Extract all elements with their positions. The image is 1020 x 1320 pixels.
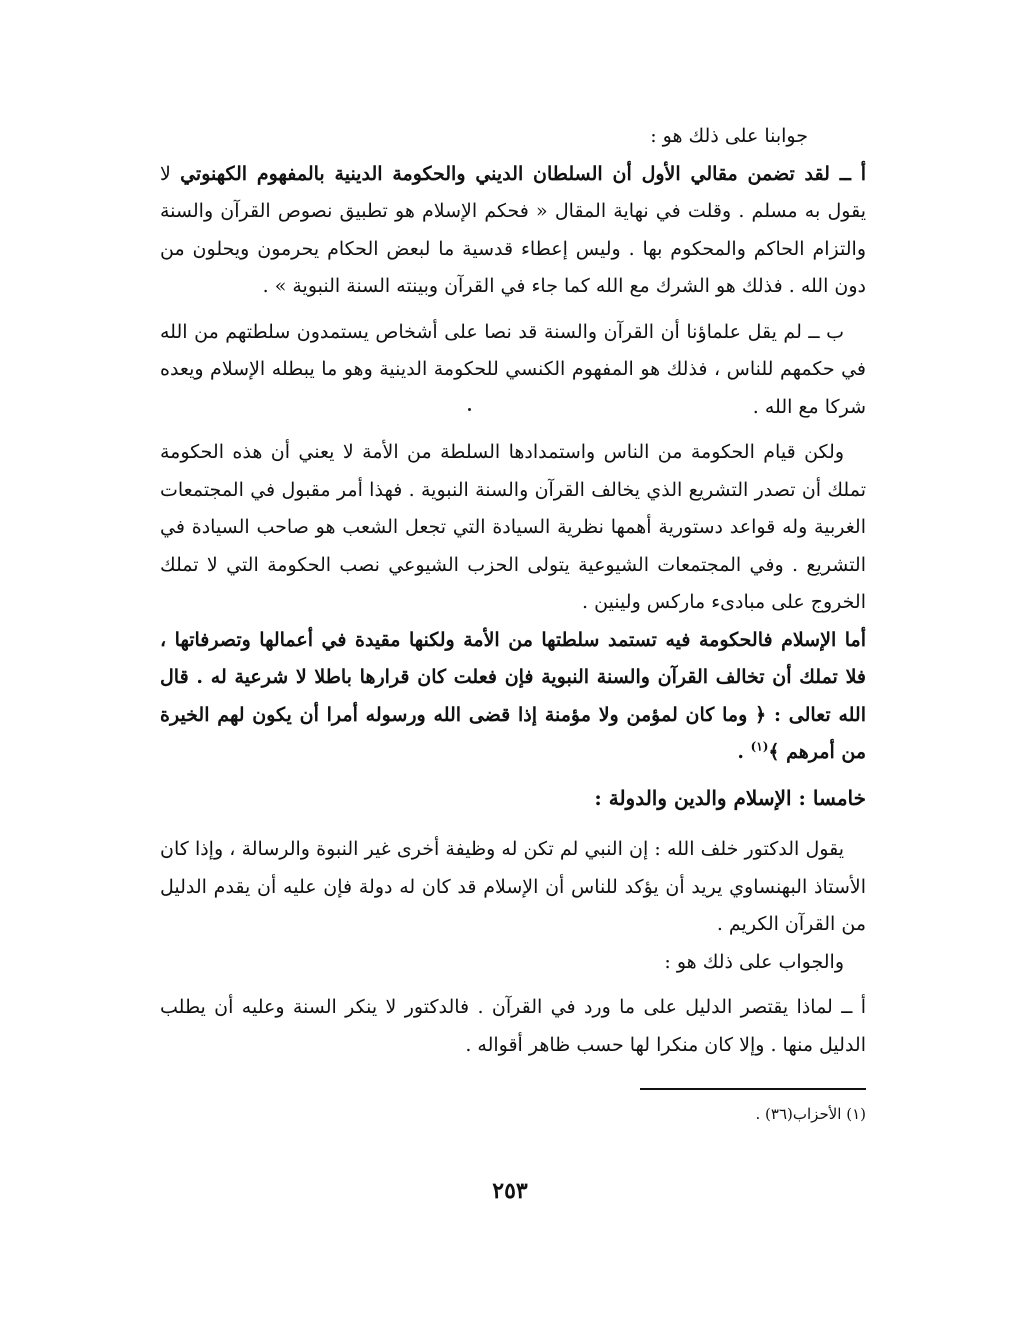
footnote-divider [640,1088,866,1090]
paragraph-d-text: أما الإسلام فالحكومة فيه تستمد سلطتها من الأمة ولكنها مقيدة في أعمالها وتصرفاتها ، فلا تملك أن تخالف القرآن والسنة النبوية فإن فعلت كان قرارها باطلا لا شرعية له . قال الله تعالى : [160,628,866,726]
quranic-verse: ﴿ وما كان لمؤمن ولا مؤمنة إذا قضى الله ورسوله أمرا أن يكون لهم الخيرة من أمرهم ﴾ [160,703,866,763]
intro-line: جوابنا على ذلك هو : [650,125,808,147]
paragraph-d [160,622,866,772]
paragraph-b: ب ــ لم يقل علماؤنا أن القرآن والسنة قد نصا على أشخاص يستمدون سلطتهم من الله في حكمهم للناس ، فذلك هو المفهوم الكنسي للحكومة الدينية وهو ما يبطله الإسلام ويعده شركا مع الله . [160,320,866,418]
spacer [160,426,866,434]
spacer [160,817,866,831]
paragraph-d-end: . [737,741,751,763]
paragraph-g: أ ــ لماذا يقتصر الدليل على ما ورد في القرآن . فالدكتور لا ينكر السنة وعليه أن يطلب الدليل منها . وإلا كان منكرا لها حسب ظاهر أقواله . [160,996,866,1056]
body-text [160,118,866,1064]
paragraph-a-rest: لا يقول به مسلم . وقلت في نهاية المقال « فحكم الإسلام هو تطبيق نصوص القرآن والسنة والتزام الحاكم والمحكوم بها . وليس إعطاء قدسية ما لبعض الحكام يحرمون ويحلون من دون الله . فذلك هو الشرك مع الله كما جاء في القرآن وبينته السنة النبوية » . [160,162,866,297]
stray-dot-mark [468,408,471,411]
paragraph-c: ولكن قيام الحكومة من الناس واستمدادها السلطة من الأمة لا يعني أن هذه الحكومة تملك أن تصدر التشريع الذي يخالف القرآن والسنة النبوية . فهذا أمر مقبول في المجتمعات الغربية وله قواعد دستورية أهمها نظرية السيادة التي تجعل الشعب هو صاحب السيادة في التشريع . وفي المجتمعات الشيوعية يتولى الحزب الشيوعي نصب الحكومة التي لا تملك الخروج على مبادىء ماركس ولينين . [160,441,866,613]
paragraph-a [160,156,866,306]
page-number: ٢٥٣ [492,1178,528,1204]
section-heading: خامسا : الإسلام والدين والدولة : [594,785,866,810]
footnote: (١) الأحزاب(٣٦) . [755,1105,866,1123]
spacer [160,772,866,780]
spacer [160,981,866,989]
paragraph-a-lead: أ ــ لقد تضمن مقالي الأول أن السلطان الديني والحكومة الدينية بالمفهوم الكهنوتي [180,162,866,185]
footnote-reference: (١) [750,739,769,754]
paragraph-f: والجواب على ذلك هو : [664,950,844,973]
paragraph-e: يقول الدكتور خلف الله : إن النبي لم تكن له وظيفة أخرى غير النبوة والرسالة ، وإذا كان الأستاذ البهنساوي يريد أن يؤكد للناس أن الإسلام قد كان له دولة فإن عليه أن يقدم الدليل من القرآن الكريم . [160,838,866,935]
spacer [160,306,866,314]
